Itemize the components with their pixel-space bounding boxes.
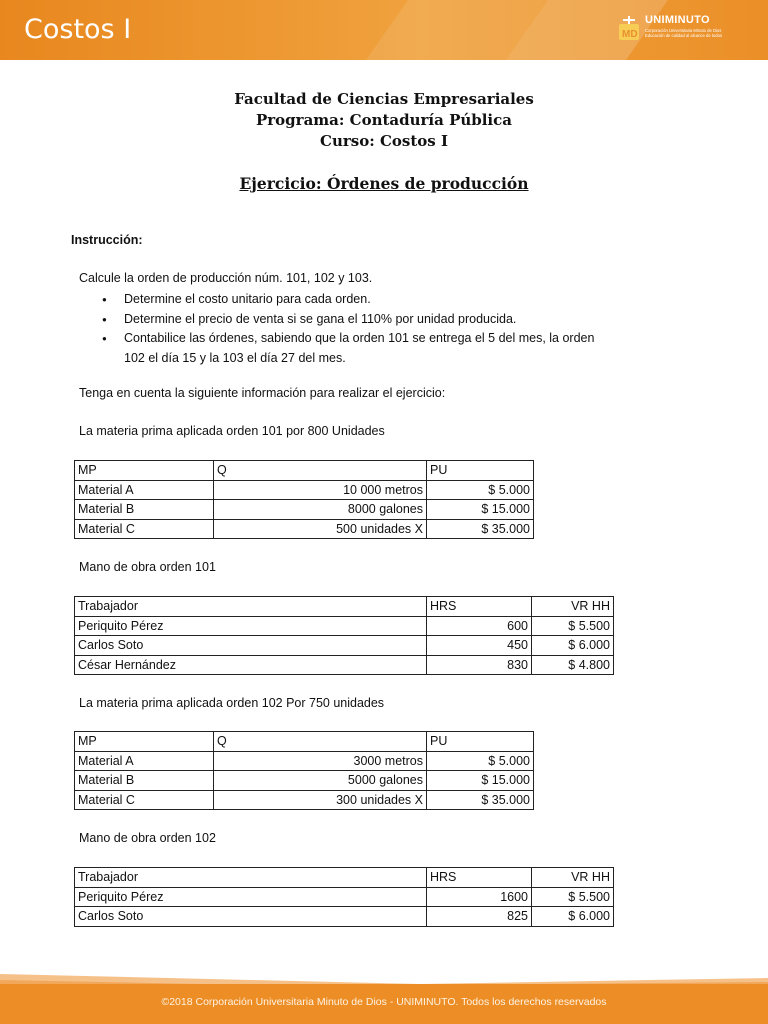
table-row (75, 616, 614, 636)
table-cell: Carlos Soto (75, 636, 427, 656)
mo101-title: Mano de obra orden 101 (79, 560, 216, 574)
table-cell: 830 (427, 655, 532, 675)
table-header-cell: Q (214, 732, 427, 752)
header-title: Costos I (24, 14, 132, 45)
table-cell: 600 (427, 616, 532, 636)
table-cell: Material A (75, 480, 214, 500)
table-cell: $ 4.800 (532, 655, 614, 675)
mp101-title: La materia prima aplicada orden 101 por 800 Unidades (79, 424, 385, 438)
logo-subtitle-line-1: Corporación Universitaria Minuto de Dios (645, 28, 722, 33)
list-item: ● Determine el precio de venta si se gana el 110% por unidad producida. (100, 310, 620, 330)
table-header-cell: PU (427, 732, 534, 752)
table-cell: $ 5.000 (427, 751, 534, 771)
table-row (75, 790, 534, 810)
mo101-table (74, 596, 614, 675)
table-cell: Carlos Soto (75, 907, 427, 927)
faculty-heading: Facultad de Ciencias Empresariales (234, 90, 534, 108)
table-cell: $ 5.500 (532, 887, 614, 907)
list-item: ● Determine el costo unitario para cada orden. (100, 290, 620, 310)
table-cell: $ 15.000 (427, 771, 534, 791)
uniminuto-logo (617, 12, 747, 48)
logo-subtitle (645, 28, 722, 38)
table-row (75, 519, 534, 539)
table-cell: Material B (75, 771, 214, 791)
table-cell: 5000 galones (214, 771, 427, 791)
course-heading: Curso: Costos I (320, 132, 448, 150)
table-cell: 8000 galones (214, 500, 427, 520)
table-header-cell: Trabajador (75, 868, 427, 888)
table-header-cell: HRS (427, 868, 532, 888)
instruction-label: Instrucción: (71, 233, 143, 247)
instruction-intro: Calcule la orden de producción núm. 101, 102 y 103. (79, 271, 373, 285)
table-row (75, 655, 614, 675)
table-cell: $ 35.000 (427, 790, 534, 810)
program-heading: Programa: Contaduría Pública (255, 111, 512, 129)
table-header-cell: HRS (427, 597, 532, 617)
table-cell: 825 (427, 907, 532, 927)
table-cell: 10 000 metros (214, 480, 427, 500)
exercise-heading: Ejercicio: Órdenes de producción (239, 174, 529, 193)
table-header-cell: PU (427, 461, 534, 481)
table-cell: $ 15.000 (427, 500, 534, 520)
table-cell: 450 (427, 636, 532, 656)
table-header-row (75, 732, 534, 752)
table-row (75, 907, 614, 927)
table-row (75, 480, 534, 500)
table-cell: $ 5.500 (532, 616, 614, 636)
table-header-cell: Q (214, 461, 427, 481)
table-row (75, 500, 534, 520)
table-row (75, 751, 534, 771)
logo-name: UNIMINUTO (645, 14, 710, 26)
page-footer (0, 984, 768, 1024)
list-item: ● Contabilice las órdenes, sabiendo que la orden 101 se entrega el 5 del mes, la orden 102 el día 15 y la 103 el día 27 del mes. (100, 329, 604, 368)
table-cell: $ 6.000 (532, 907, 614, 927)
table-header-cell: VR HH (532, 868, 614, 888)
table-header-cell: Trabajador (75, 597, 427, 617)
mp102-table (74, 731, 534, 810)
table-cell: $ 6.000 (532, 636, 614, 656)
table-row (75, 887, 614, 907)
logo-subtitle-line-2: Educación de calidad al alcance de todos (645, 33, 723, 38)
table-cell: 1600 (427, 887, 532, 907)
table-header-row (75, 461, 534, 481)
svg-text:MD: MD (622, 29, 638, 40)
mp102-title: La materia prima aplicada orden 102 Por 750 unidades (79, 696, 385, 710)
instruction-note: Tenga en cuenta la siguiente información para realizar el ejercicio: (79, 386, 446, 400)
instruction-list (100, 290, 620, 368)
table-cell: 500 unidades X (214, 519, 427, 539)
table-cell: Material B (75, 500, 214, 520)
table-cell: Periquito Pérez (75, 887, 427, 907)
table-cell: Material A (75, 751, 214, 771)
table-cell: César Hernández (75, 655, 427, 675)
table-header-row (75, 868, 614, 888)
mp101-table (74, 460, 534, 539)
uniminuto-logo-icon (617, 14, 643, 44)
table-header-cell: VR HH (532, 597, 614, 617)
table-header-cell: MP (75, 461, 214, 481)
table-cell: $ 5.000 (427, 480, 534, 500)
table-cell: Periquito Pérez (75, 616, 427, 636)
table-row (75, 771, 534, 791)
table-header-row (75, 597, 614, 617)
table-cell: Material C (75, 790, 214, 810)
table-cell: $ 35.000 (427, 519, 534, 539)
table-row (75, 636, 614, 656)
mo102-table (74, 867, 614, 927)
footer-copyright: ©2018 Corporación Universitaria Minuto de Dios - UNIMINUTO. Todos los derechos reservados (161, 996, 607, 1008)
table-cell: Material C (75, 519, 214, 539)
table-header-cell: MP (75, 732, 214, 752)
table-cell: 3000 metros (214, 751, 427, 771)
table-cell: 300 unidades X (214, 790, 427, 810)
page-header (0, 0, 768, 60)
mo102-title: Mano de obra orden 102 (79, 831, 216, 845)
